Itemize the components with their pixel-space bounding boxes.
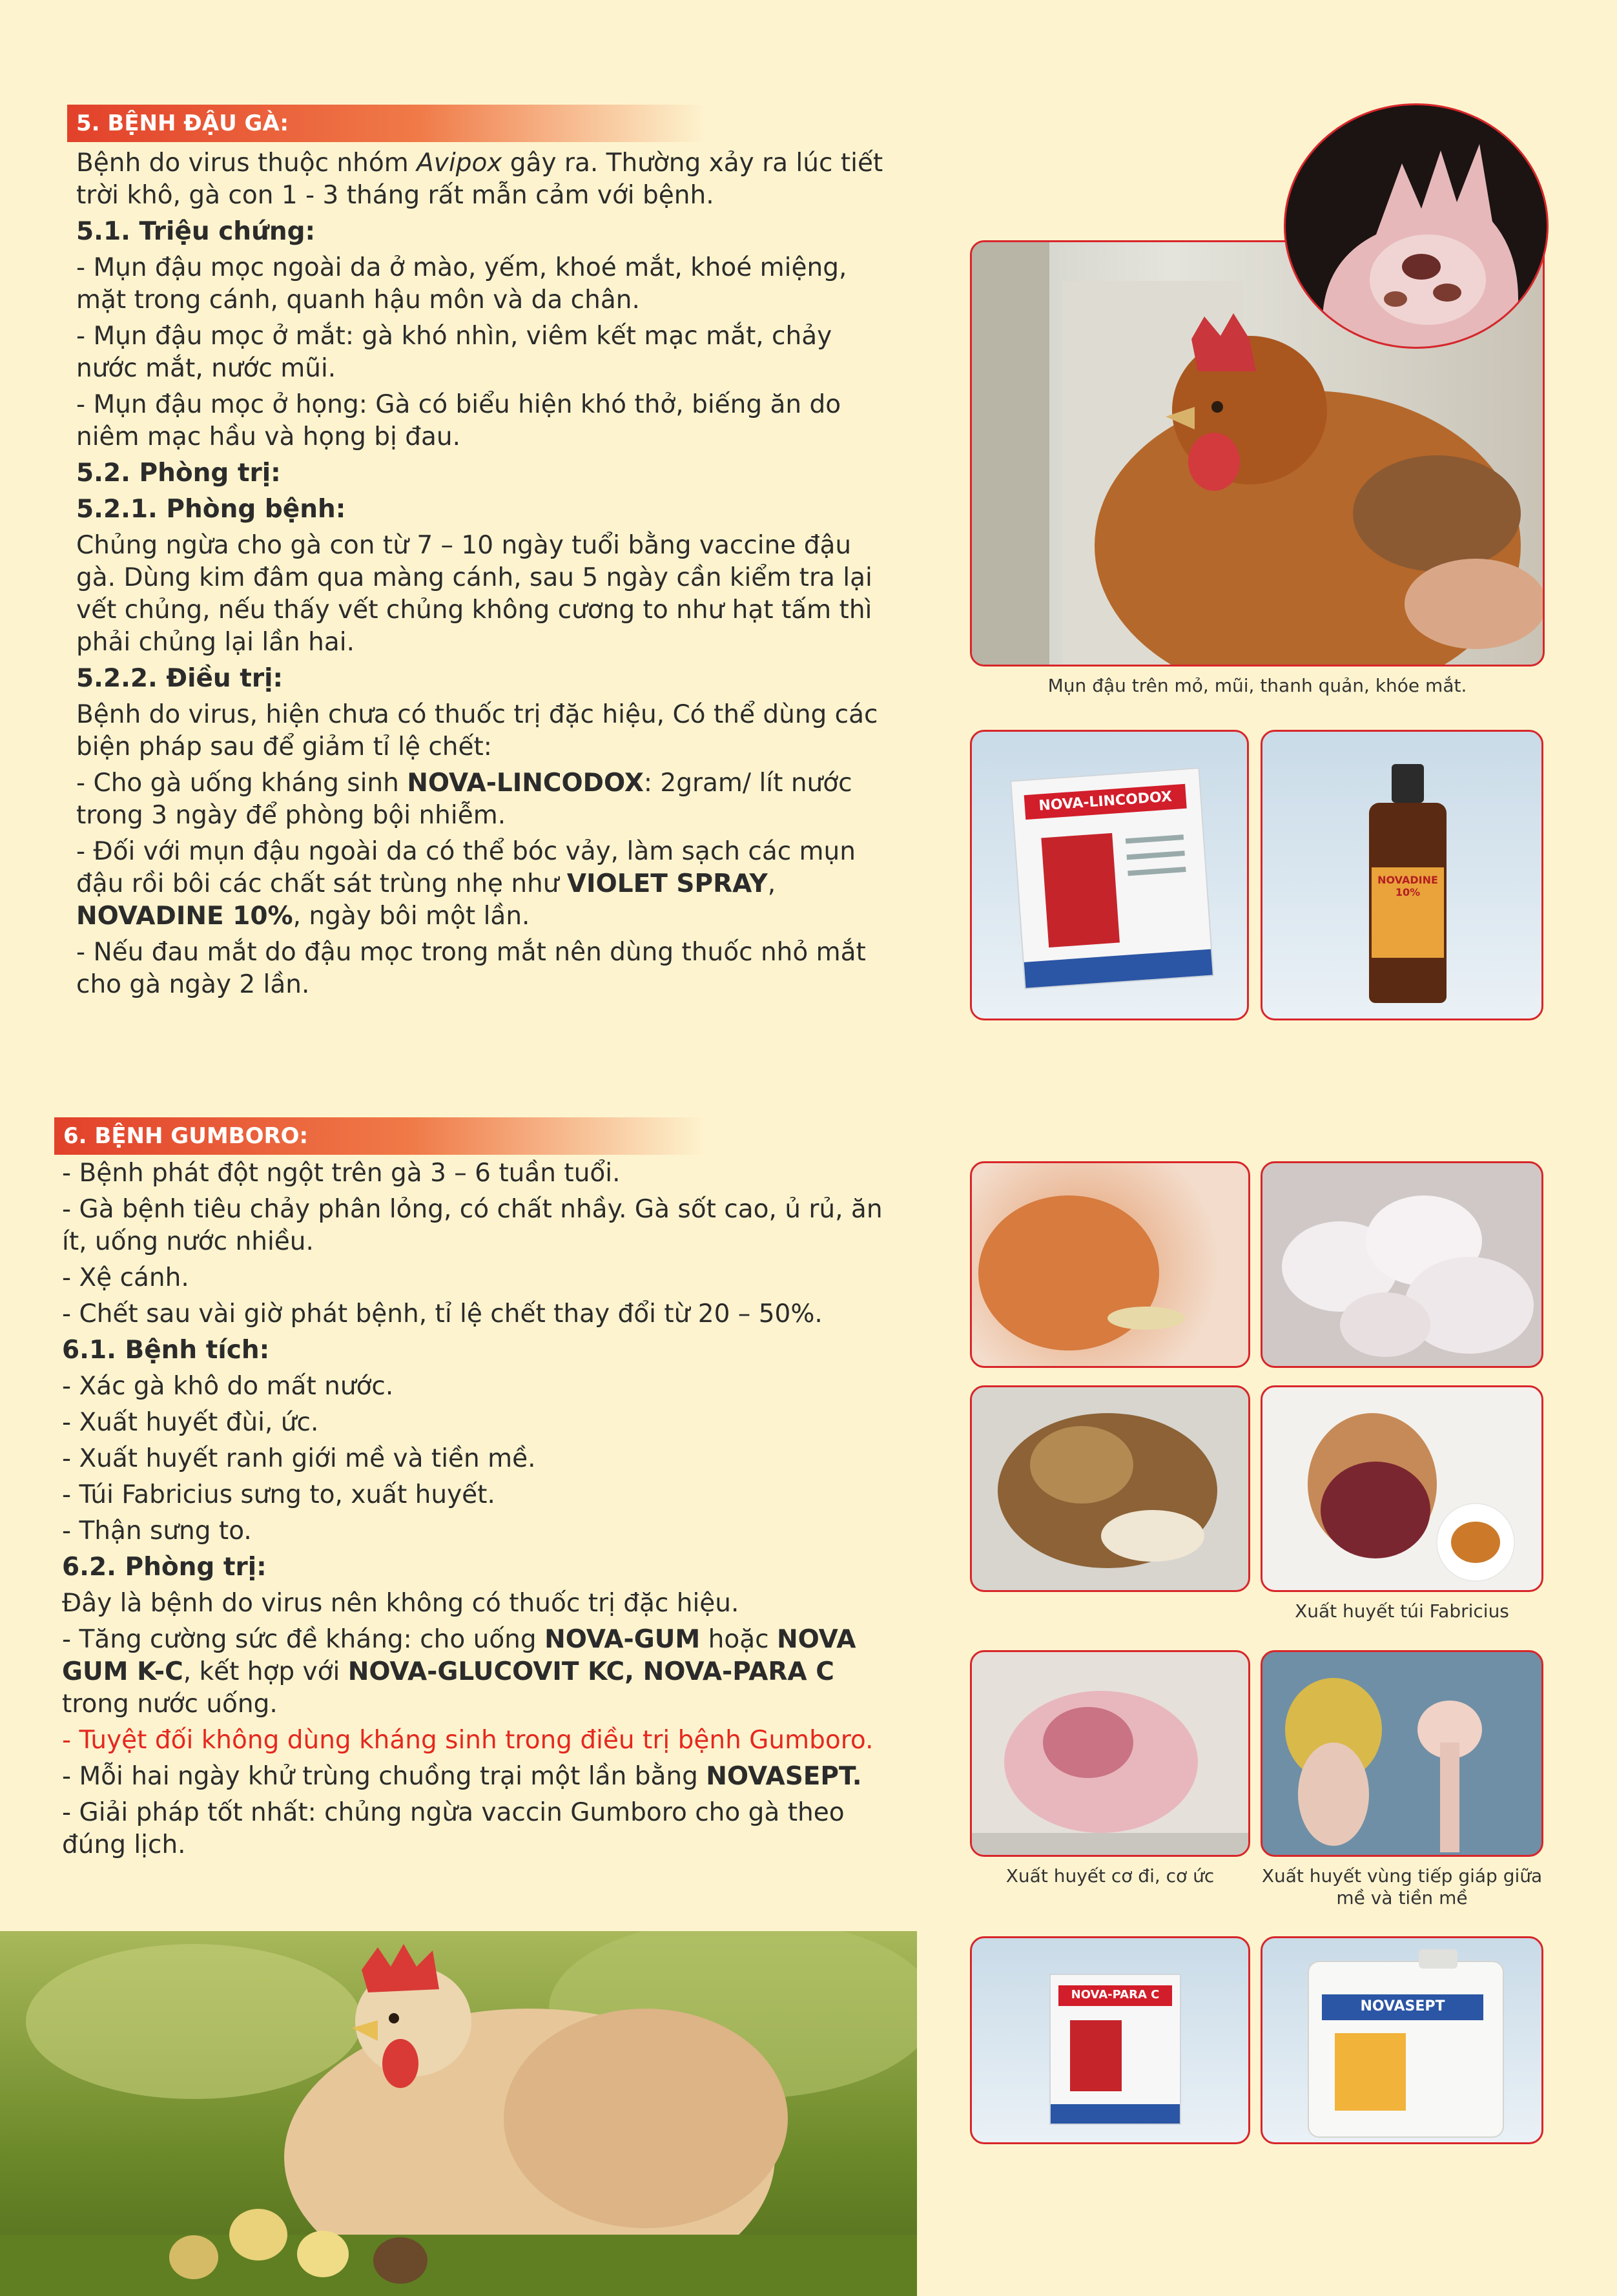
lincodox-label: NOVA-LINCODOX <box>1038 789 1173 814</box>
gumboro-resistance: - Tăng cường sức đề kháng: cho uống NOVA-GUM hoặc NOVA GUM K-C, kết hợp với NOVA-GLUCOVIT KC, NOVA-PARA C trong nước uống. <box>62 1625 856 1719</box>
novadine-product-photo <box>1261 730 1543 1020</box>
novadine-bottle <box>1369 803 1447 1003</box>
section6-heading: 6. BỆNH GUMBORO: <box>54 1117 706 1155</box>
section5-body <box>76 147 896 1005</box>
gumboro-wing: - Xệ cánh. <box>62 1263 189 1292</box>
treatment-skin: - Đối với mụn đậu ngoài da có thể bóc vảy, làm sạch các mụn đậu rồi bôi các chất sát trùng nhẹ như VIOLET SPRAY, NOVADINE 10%, ngày bôi một lần. <box>76 837 856 931</box>
treatment-intro: Bệnh do virus, hiện chưa có thuốc trị đặc hiệu, Có thể dùng các biện pháp sau để giảm tỉ lệ chết: <box>76 700 878 761</box>
gumboro-photo-4-art <box>1262 1387 1543 1592</box>
gumboro-photo-6-art <box>1262 1652 1543 1857</box>
subheading-5-2-2: 5.2.2. Điều trị: <box>76 664 283 693</box>
subheading-6-1: 6.1. Bệnh tích: <box>62 1336 270 1365</box>
subheading-5-2: 5.2. Phòng trị: <box>76 459 281 488</box>
gumboro-mortality: - Chết sau vài giờ phát bệnh, tỉ lệ chết thay đổi từ 20 – 50%. <box>62 1299 823 1329</box>
novasept-product-photo <box>1261 1936 1543 2144</box>
prevention-text: Chủng ngừa cho gà con từ 7 – 10 ngày tuổi bằng vaccine đậu gà. Dùng kim đâm qua màng cánh, sau 5 ngày cần kiểm tra lại vết chủng, nếu thấy vết chủng không cương to như hạt tấm thì phải chủng lại lần hai. <box>76 531 872 657</box>
gumboro-vaccine: - Giải pháp tốt nhất: chủng ngừa vaccin Gumboro cho gà theo đúng lịch. <box>62 1798 845 1859</box>
subheading-5-1: 5.1. Triệu chứng: <box>76 217 316 246</box>
gumboro-warning: - Tuyệt đối không dùng kháng sinh trong điều trị bệnh Gumboro. <box>62 1726 874 1755</box>
para-c-pack <box>1049 1974 1181 2125</box>
treatment-lincodox: - Cho gà uống kháng sinh NOVA-LINCODOX: 2gram/ lít nước trong 3 ngày để phòng bội nhiễm. <box>76 769 852 830</box>
symptom-throat: - Mụn đậu mọc ở họng: Gà có biểu hiện khó thở, biếng ăn do niêm mạc hầu và họng bị đau. <box>76 390 841 451</box>
novasept-jerrycan <box>1308 1961 1504 2138</box>
hen-with-chicks-photo <box>0 1931 917 2296</box>
gumboro-photo-5 <box>970 1650 1250 1857</box>
gumboro-photo-4 <box>1261 1385 1543 1592</box>
lincodox-text-line <box>1126 834 1184 843</box>
novasept-yellow-panel <box>1335 2033 1406 2111</box>
chicken-photo-caption: Mụn đậu trên mỏ, mũi, thanh quản, khóe mắt. <box>1047 675 1467 696</box>
subheading-5-2-1: 5.2.1. Phòng bệnh: <box>76 495 346 524</box>
lesion-dehydration: - Xác gà khô do mất nước. <box>62 1372 394 1401</box>
para-c-red-panel <box>1070 2020 1122 2091</box>
comb-closeup-photo <box>1284 103 1549 349</box>
lincodox-text-line <box>1126 851 1184 860</box>
lincodox-blue-band <box>1024 949 1213 988</box>
para-c-label: NOVA-PARA C <box>1071 1988 1160 2001</box>
section5-heading: 5. BỆNH ĐẬU GÀ: <box>67 105 706 142</box>
symptom-skin: - Mụn đậu mọc ngoài da ở mào, yếm, khoé mắt, khoé miệng, mặt trong cánh, quanh hậu môn và da chân. <box>76 253 847 315</box>
gumboro-disinfect: - Mỗi hai ngày khử trùng chuồng trại một lần bằng NOVASEPT. <box>62 1762 862 1791</box>
comb-closeup-illustration <box>1286 105 1549 349</box>
gumboro-photo-5-art <box>972 1652 1250 1857</box>
hen-illustration <box>0 1931 917 2296</box>
gumboro-diarrhea: - Gà bệnh tiêu chảy phân lỏng, có chất nhầy. Gà sốt cao, ủ rủ, ăn ít, uống nước nhiều. <box>62 1195 883 1256</box>
lesion-kidney: - Thận sưng to. <box>62 1516 252 1546</box>
gumboro-no-cure: Đây là bệnh do virus nên không có thuốc trị đặc hiệu. <box>62 1589 739 1618</box>
gumboro-photo-3 <box>970 1385 1250 1592</box>
caption-gizzard: Xuất huyết vùng tiếp giáp giữa mề và tiền mề <box>1261 1865 1543 1908</box>
gumboro-photo-3-art <box>972 1387 1250 1592</box>
subheading-6-2: 6.2. Phòng trị: <box>62 1553 267 1582</box>
section6-body <box>62 1157 901 1865</box>
para-c-blue-band <box>1051 2104 1180 2124</box>
gumboro-photo-6 <box>1261 1650 1543 1857</box>
section5-intro: Bệnh do virus thuộc nhóm Avipox gây ra. Thường xảy ra lúc tiết trời khô, gà con 1 - 3 tháng rất mẫn cảm với bệnh. <box>76 149 883 210</box>
lincodox-product-photo <box>970 730 1249 1020</box>
para-c-product-photo <box>970 1936 1250 2144</box>
treatment-eye: - Nếu đau mắt do đậu mọc trong mắt nên dùng thuốc nhỏ mắt cho gà ngày 2 lần. <box>76 938 866 999</box>
caption-muscle: Xuất huyết cơ đi, cơ ức <box>1005 1865 1215 1887</box>
bottle-cap <box>1392 764 1424 803</box>
caption-fabricius: Xuất huyết túi Fabricius <box>1295 1600 1509 1622</box>
lincodox-pack <box>1010 767 1214 989</box>
novasept-label: NOVASEPT <box>1360 1998 1445 2014</box>
lincodox-red-panel <box>1041 833 1120 947</box>
gumboro-photo-2-art <box>1262 1163 1543 1368</box>
lesion-fabricius: - Túi Fabricius sưng to, xuất huyết. <box>62 1480 495 1509</box>
jerrycan-cap <box>1419 1949 1457 1969</box>
gumboro-photo-1-art <box>972 1163 1250 1368</box>
lincodox-text-line <box>1128 867 1186 876</box>
lesion-gizzard: - Xuất huyết ranh giới mề và tiền mề. <box>62 1444 536 1473</box>
symptom-eye: - Mụn đậu mọc ở mắt: gà khó nhìn, viêm kết mạc mắt, chảy nước mắt, nước mũi. <box>76 322 832 383</box>
gumboro-photo-1 <box>970 1161 1250 1368</box>
gumboro-onset: - Bệnh phát đột ngột trên gà 3 – 6 tuần tuổi. <box>62 1159 621 1188</box>
novadine-label: NOVADINE 10% <box>1377 874 1438 898</box>
lesion-thigh: - Xuất huyết đùi, ức. <box>62 1408 319 1437</box>
gumboro-photo-2 <box>1261 1161 1543 1368</box>
